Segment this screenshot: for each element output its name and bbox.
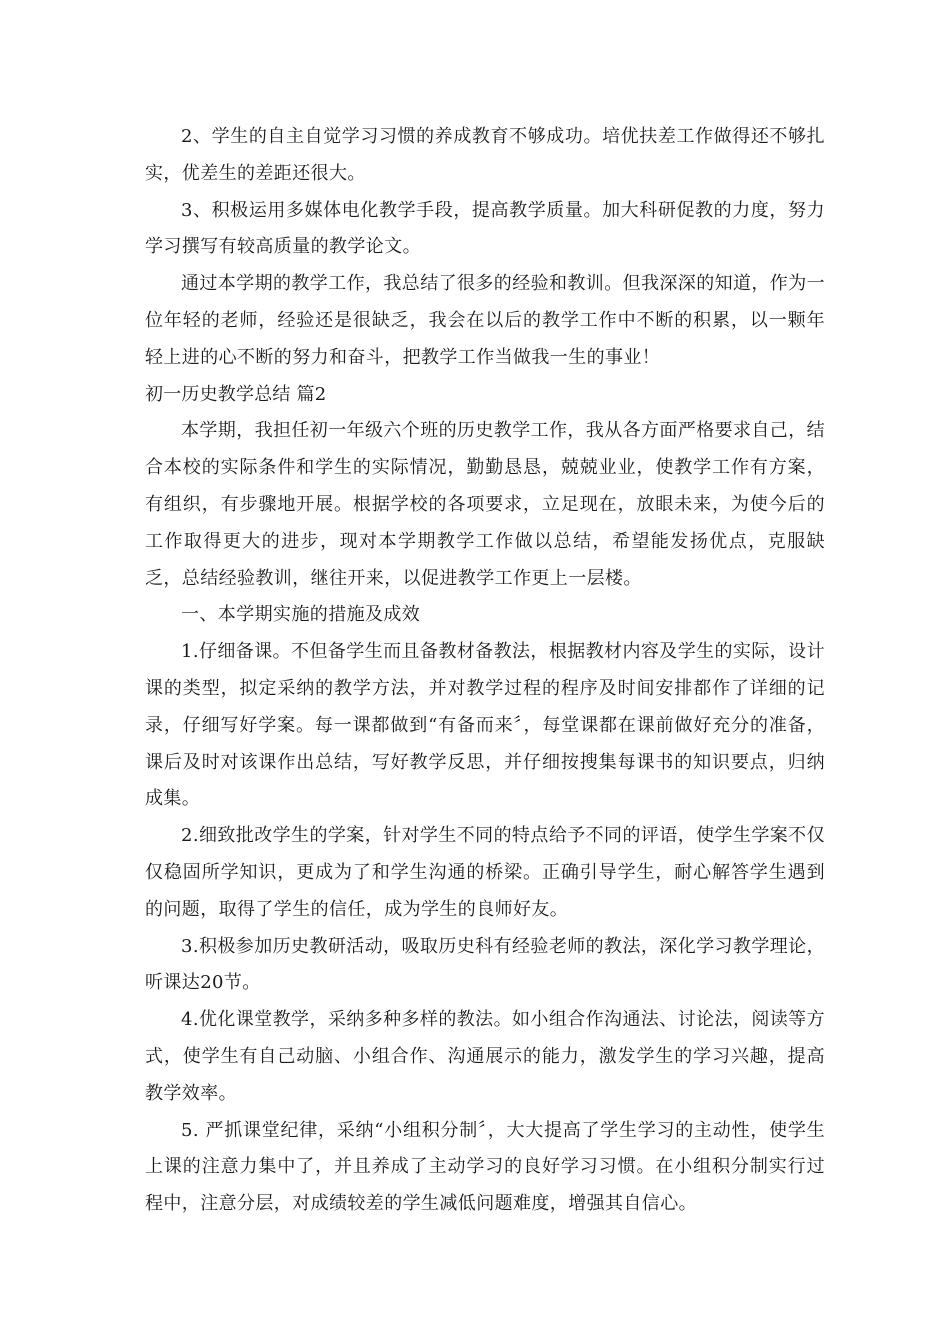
paragraph-measure-1: 1.仔细备课。不但备学生而且备教材备教法，根据教材内容及学生的实际，设计课的类型，拟定采纳的教学方法，并对教学过程的程序及时间安排都作了详细的记录，仔细写好学案。每一课都做到“有备而来〞，每堂课都在课前做好充分的准备，课后及时对该课作出总结，写好教学反思，并仔细按搜集每课书的知识要点，归纳成集。 [145,641,825,810]
paragraph-measure-2: 2.细致批改学生的学案，针对学生不同的特点给予不同的评语，使学生学案不仅仅稳固所学知识，更成为了和学生沟通的桥梁。正确引导学生，耐心解答学生遇到的问题，取得了学生的信任，成为学生的良师好友。 [145,825,825,920]
subheading-measures: 一、本学期实施的措施及成效 [181,604,421,626]
paragraph-point-2: 2、学生的自主自觉学习习惯的养成教育不够成功。培优扶差工作做得还不够扎实，优差生的差距还很大。 [145,126,825,184]
document-body [145,119,825,1223]
section-heading: 初一历史教学总结 篇2 [145,383,327,405]
paragraph-measure-5: 5. 严抓课堂纪律，采纳“小组积分制〞，大大提高了学生学习的主动性，使学生上课的注意力集中了，并且养成了主动学习的良好学习习惯。在小组积分制实行过程中，注意分层，对成绩较差的学生减低问题难度，增强其自信心。 [145,1119,825,1215]
paragraph-measure-3: 3.积极参加历史教研活动，吸取历史科有经验老师的教法，深化学习教学理论，听课达20节。 [145,935,825,994]
paragraph-measure-4: 4.优化课堂教学，采纳多种多样的教法。如小组合作沟通法、讨论法，阅读等方式，使学生有自己动脑、小组合作、沟通展示的能力，激发学生的学习兴趣，提高教学效率。 [145,1009,825,1104]
paragraph-point-3: 3、积极运用多媒体电化教学手段，提高教学质量。加大科研促教的力度，努力学习撰写有较高质量的教学论文。 [145,199,825,258]
paragraph-intro: 本学期，我担任初一年级六个班的历史教学工作，我从各方面严格要求自己，结合本校的实际条件和学生的实际情况，勤勤恳恳，兢兢业业，使教学工作有方案，有组织，有步骤地开展。根据学校的各项要求，立足现在，放眼未来，为使今后的工作取得更大的进步，现对本学期教学工作做以总结，希望能发扬优点，克服缺乏，总结经验教训，继往开来，以促进教学工作更上一层楼。 [145,420,825,589]
paragraph-conclusion: 通过本学期的教学工作，我总结了很多的经验和教训。但我深深的知道，作为一位年轻的老师，经验还是很缺乏，我会在以后的教学工作中不断的积累，以一颗年轻上进的心不断的努力和奋斗，把教学工作当做我一生的事业！ [145,273,825,368]
